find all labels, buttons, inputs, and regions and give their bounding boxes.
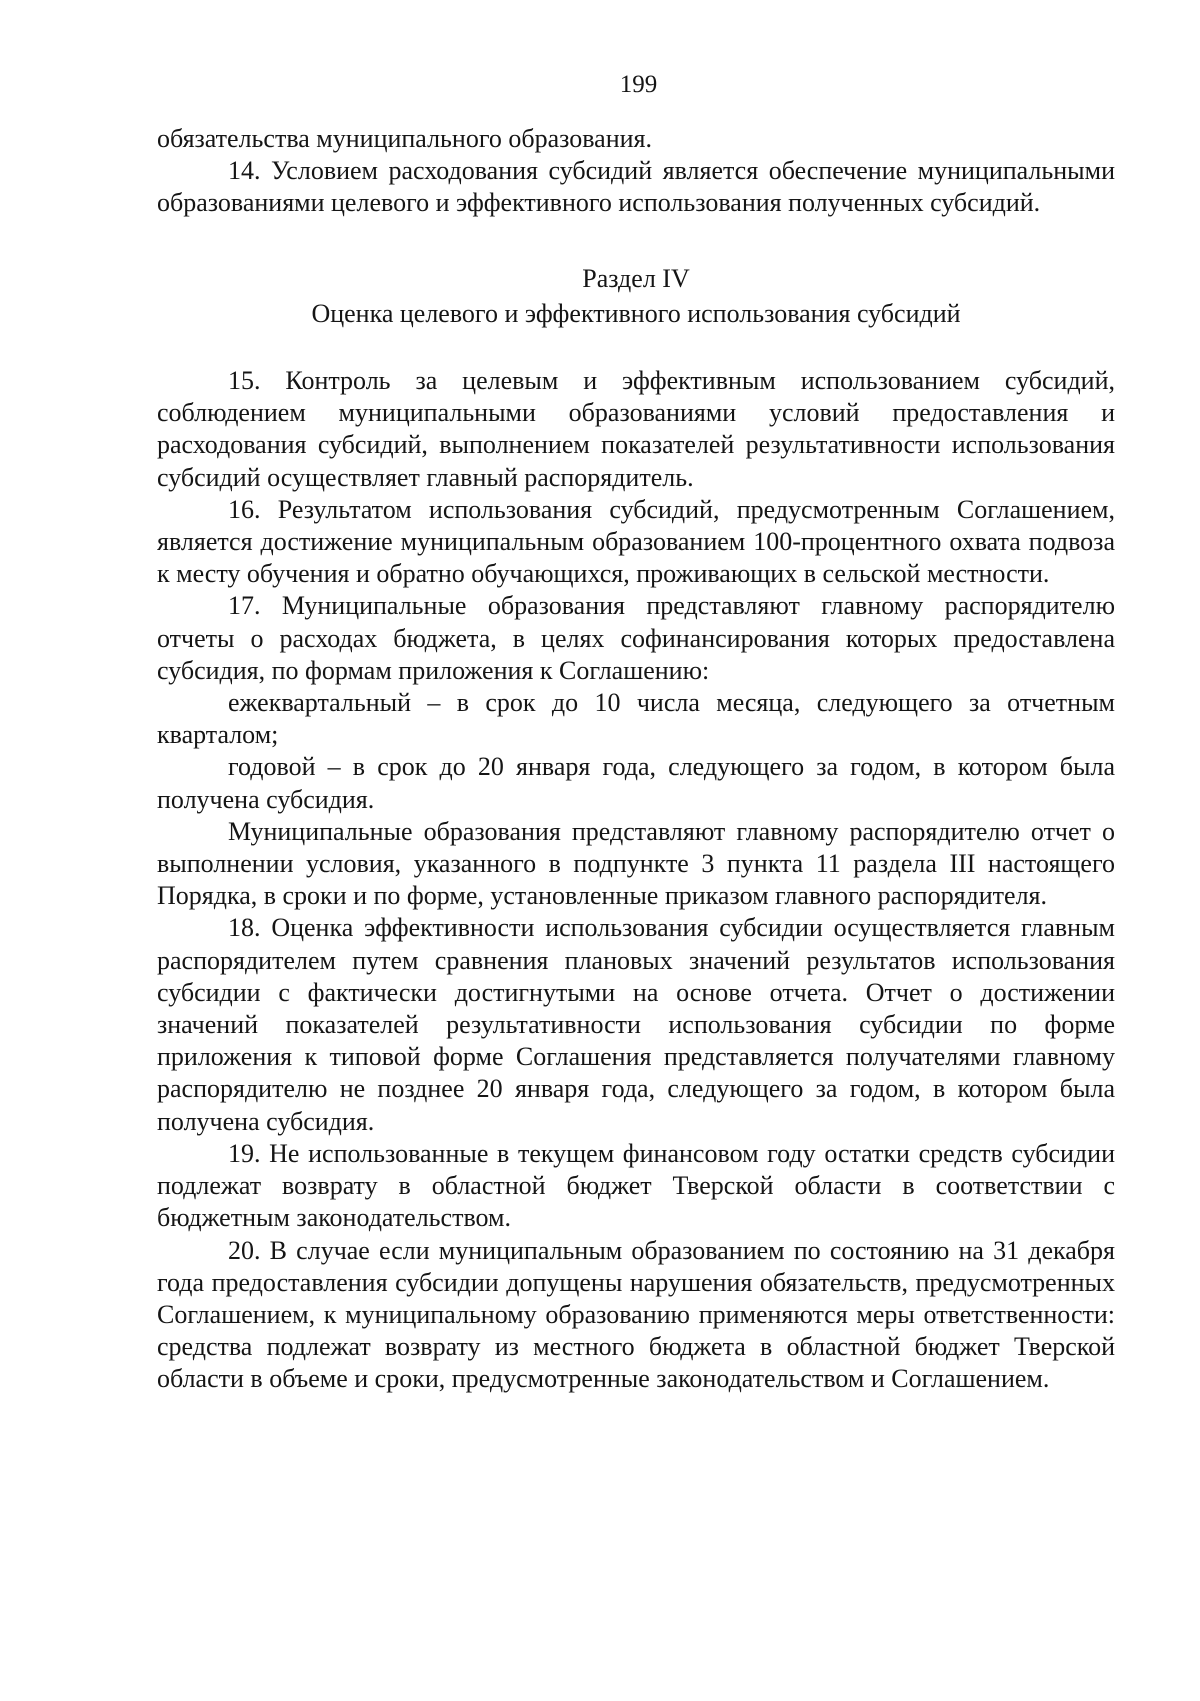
paragraph-1: обязательства муниципального образования. — [157, 124, 652, 153]
paragraph-19: 19. Не использованные в текущем финансовом году остатки средств субсидии подлежат возврату в областной бюджет Тверской области в соответствии с бюджетным законодательством. — [157, 1138, 1115, 1233]
page-number: 199 — [619, 71, 658, 98]
paragraph-17-quarterly: ежеквартальный – в срок до 10 числа месяца, следующего за отчетным кварталом; — [157, 688, 1115, 750]
paragraph-17-annual: годовой – в срок до 20 января года, следующего за годом, в котором была получена субсидия. — [157, 752, 1115, 814]
paragraph-20: 20. В случае если муниципальным образованием по состоянию на 31 декабря года предоставления субсидии допущены нарушения обязательств, предусмотренных Соглашением, к муниципальному образованию применяются меры ответственности: средства подлежат возврату из местного бюджета в областной бюджет Тверской области в объеме и сроки, предусмотренные законодательством и Соглашением. — [157, 1235, 1115, 1394]
paragraph-17-condition-report: Муниципальные образования представляют главному распорядителю отчет о выполнении условия, указанного в подпункте 3 пункта 11 раздела III настоящего Порядка, в сроки и по форме, установленные приказом главного распорядителя. — [157, 816, 1115, 911]
section-number: Раздел IV — [582, 263, 690, 293]
paragraph-18: 18. Оценка эффективности использования субсидии осуществляется главным распорядителем путем сравнения плановых значений результатов использования субсидии с фактически достигнутыми на основе отчета. Отчет о достижении значений показателей результативности использования субсидии по форме приложения к типовой форме Соглашения представляется получателями главному распорядителю не позднее 20 января года, следующего за годом, в котором была получена субсидия. — [157, 913, 1115, 1136]
section-title: Оценка целевого и эффективного использования субсидий — [311, 298, 961, 328]
paragraph-14: 14. Условием расходования субсидий является обеспечение муниципальными образованиями целевого и эффективного использования полученных субсидий. — [157, 156, 1115, 218]
document-body — [157, 123, 1115, 1396]
paragraph-17: 17. Муниципальные образования представляют главному распорядителю отчеты о расходах бюджета, в целях софинансирования которых предоставлена субсидия, по формам приложения к Соглашению: — [157, 591, 1115, 685]
paragraph-16: 16. Результатом использования субсидий, предусмотренным Соглашением, является достижение муниципальным образованием 100-процентного охвата подвоза к месту обучения и обратно обучающихся, проживающих в сельской местности. — [157, 494, 1115, 589]
paragraph-15: 15. Контроль за целевым и эффективным использованием субсидий, соблюдением муниципальными образованиями условий предоставления и расходования субсидий, выполнением показателей результативности использования субсидий осуществляет главный распорядитель. — [157, 366, 1115, 492]
